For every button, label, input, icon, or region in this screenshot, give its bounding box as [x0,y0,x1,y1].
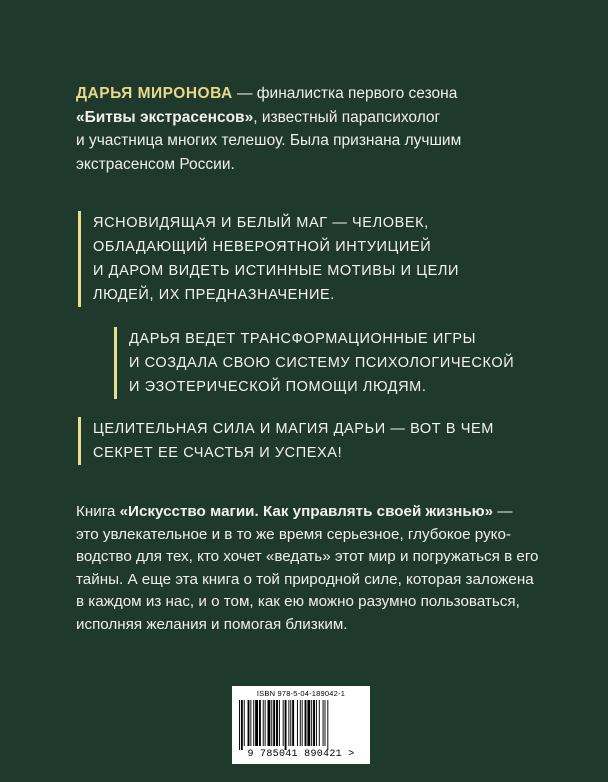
quote-line: И СОЗДАЛА СВОЮ СИСТЕМУ ПСИХОЛОГИЧЕСКОЙ [129,355,515,371]
quote-block-1 [78,211,493,307]
description-line: это увлекательное и в то же время серьезное, глубокое руко- [76,525,511,543]
intro-line2-rest: , известный парапсихолог [253,108,441,126]
description-dash: — [493,503,513,520]
book-description [76,501,546,636]
quote-block-3 [78,417,523,465]
quote-line: СЕКРЕТ ЕЕ СЧАСТЬЯ И УСПЕХА! [93,445,343,461]
description-line [76,501,546,524]
quote-line: И ЭЗОТЕРИЧЕСКОЙ ПОМОЩИ ЛЮДЯМ. [129,379,427,395]
description-line: водство для тех, кто хочет «ведать» этот мир и погружаться в его [76,548,539,565]
description-line: тайны. А еще эта книга о той природной силе, которая заложена [76,570,534,588]
barcode [232,686,370,764]
author-intro [76,82,526,176]
author-name: ДАРЬЯ МИРОНОВА [76,85,233,102]
quote-line: И ДАРОМ ВИДЕТЬ ИСТИННЫЕ МОТИВЫ И ЦЕЛИ [93,263,459,279]
book-title: «Искусство магии. Как управлять своей жизнью» [119,503,494,520]
quote-line: ОБЛАДАЮЩИЙ НЕВЕРОЯТНОЙ ИНТУИЦИЕЙ [93,239,432,255]
intro-line3: и участница многих телешоу. Была признана лучшим [76,132,462,149]
intro-line4: экстрасенсом России. [76,155,235,173]
description-prefix: Книга [76,503,120,520]
barcode-bars-icon [238,700,364,750]
quote-line: ЯСНОВИДЯЩАЯ И БЕЛЫЙ МАГ — ЧЕЛОВЕК, [93,215,429,231]
quote-line: ДАРЬЯ ВЕДЕТ ТРАНСФОРМАЦИОННЫЕ ИГРЫ [129,331,477,347]
isbn-text: ISBN 978-5-04-189042-1 [256,689,346,698]
intro-line1-rest: — финалистка первого сезона [232,85,458,102]
show-title: «Битвы экстрасенсов» [76,108,254,126]
quote-line: ЦЕЛИТЕЛЬНАЯ СИЛА И МАГИЯ ДАРЬИ — ВОТ В ЧЕМ [93,421,494,437]
quote-line: ЛЮДЕЙ, ИХ ПРЕДНАЗНАЧЕНИЕ. [93,287,335,303]
description-line: исполняя желания и помогая близким. [76,615,348,633]
description-line: в каждом из нас, и о том, как ею можно разумно пользоваться, [76,593,520,610]
quote-block-2 [114,327,549,399]
barcode-digits: 9 785041 890421 > [247,749,355,760]
